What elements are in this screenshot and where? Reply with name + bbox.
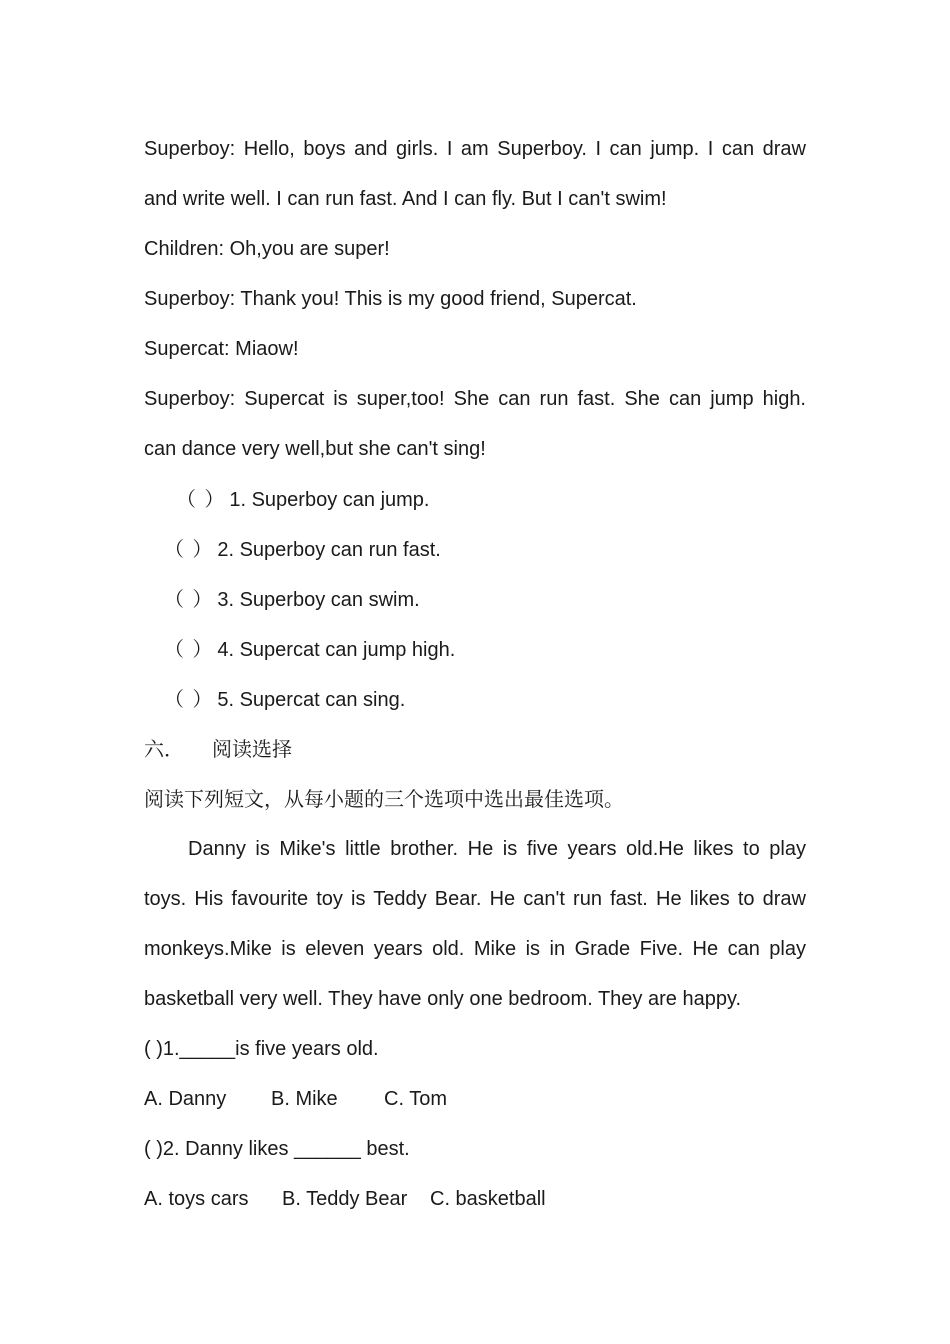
answer-blank[interactable]: （ ） xyxy=(176,487,226,511)
dialogue-line: Superboy: Hello, boys and girls. I am Superboy. I can jump. I can draw xyxy=(144,138,806,160)
judge-item-text: 4. Supercat can jump high. xyxy=(217,639,456,661)
judge-item-text: 2. Superboy can run fast. xyxy=(217,539,441,561)
answer-blank[interactable]: （ ） xyxy=(164,587,214,611)
section-heading xyxy=(144,724,806,774)
option-a[interactable]: A. toys cars xyxy=(144,1188,249,1210)
reading-passage xyxy=(144,824,806,1024)
question-stem: ( )1._____is five years old. xyxy=(144,1038,379,1060)
judge-item xyxy=(144,674,806,724)
option-a[interactable]: A. Danny xyxy=(144,1088,227,1110)
judge-item-text: 5. Supercat can sing. xyxy=(217,689,406,711)
dialogue-line: Superboy: Thank you! This is my good friend, Supercat. xyxy=(144,288,637,310)
option-b[interactable]: B. Teddy Bear xyxy=(282,1188,408,1210)
dialogue-line: Children: Oh,you are super! xyxy=(144,238,390,260)
judge-item xyxy=(144,574,806,624)
dialogue-line: Superboy: Supercat is super,too! She can run fast. She can jump high. xyxy=(144,388,806,410)
answer-blank[interactable]: （ ） xyxy=(164,537,214,561)
question-options xyxy=(144,1174,806,1224)
answer-blank[interactable]: （ ） xyxy=(164,637,214,661)
option-b[interactable]: B. Mike xyxy=(271,1088,338,1110)
section-instruction: 阅读下列短文，从每小题的三个选项中选出最佳选项。 xyxy=(144,787,624,811)
question-list xyxy=(144,1024,806,1224)
true-false-list xyxy=(144,474,806,724)
dialogue-line: and write well. I can run fast. And I can fly. But I can't swim! xyxy=(144,188,667,210)
judge-item-text: 3. Superboy can swim. xyxy=(217,589,420,611)
passage-line: monkeys.Mike is eleven years old. Mike is in Grade Five. He can play xyxy=(144,938,806,960)
dialogue-line: Supercat: Miaow! xyxy=(144,338,299,360)
option-c[interactable]: C. basketball xyxy=(430,1188,546,1210)
section-number: 六． xyxy=(144,737,184,761)
judge-item xyxy=(144,474,806,524)
option-c[interactable]: C. Tom xyxy=(384,1088,447,1110)
worksheet-page xyxy=(144,124,806,1224)
dialogue-block xyxy=(144,124,806,474)
dialogue-line: can dance very well,but she can't sing! xyxy=(144,438,486,460)
question-stem: ( )2. Danny likes ______ best. xyxy=(144,1138,410,1160)
answer-blank[interactable]: （ ） xyxy=(164,687,214,711)
passage-line: toys. His favourite toy is Teddy Bear. He can't run fast. He likes to draw xyxy=(144,888,806,910)
question-options xyxy=(144,1074,806,1124)
judge-item xyxy=(144,524,806,574)
section-title: 阅读选择 xyxy=(212,737,292,761)
judge-item xyxy=(144,624,806,674)
passage-line: basketball very well. They have only one bedroom. They are happy. xyxy=(144,988,742,1010)
judge-item-text: 1. Superboy can jump. xyxy=(229,489,430,511)
passage-line: Danny is Mike's little brother. He is five years old.He likes to play xyxy=(188,838,806,860)
